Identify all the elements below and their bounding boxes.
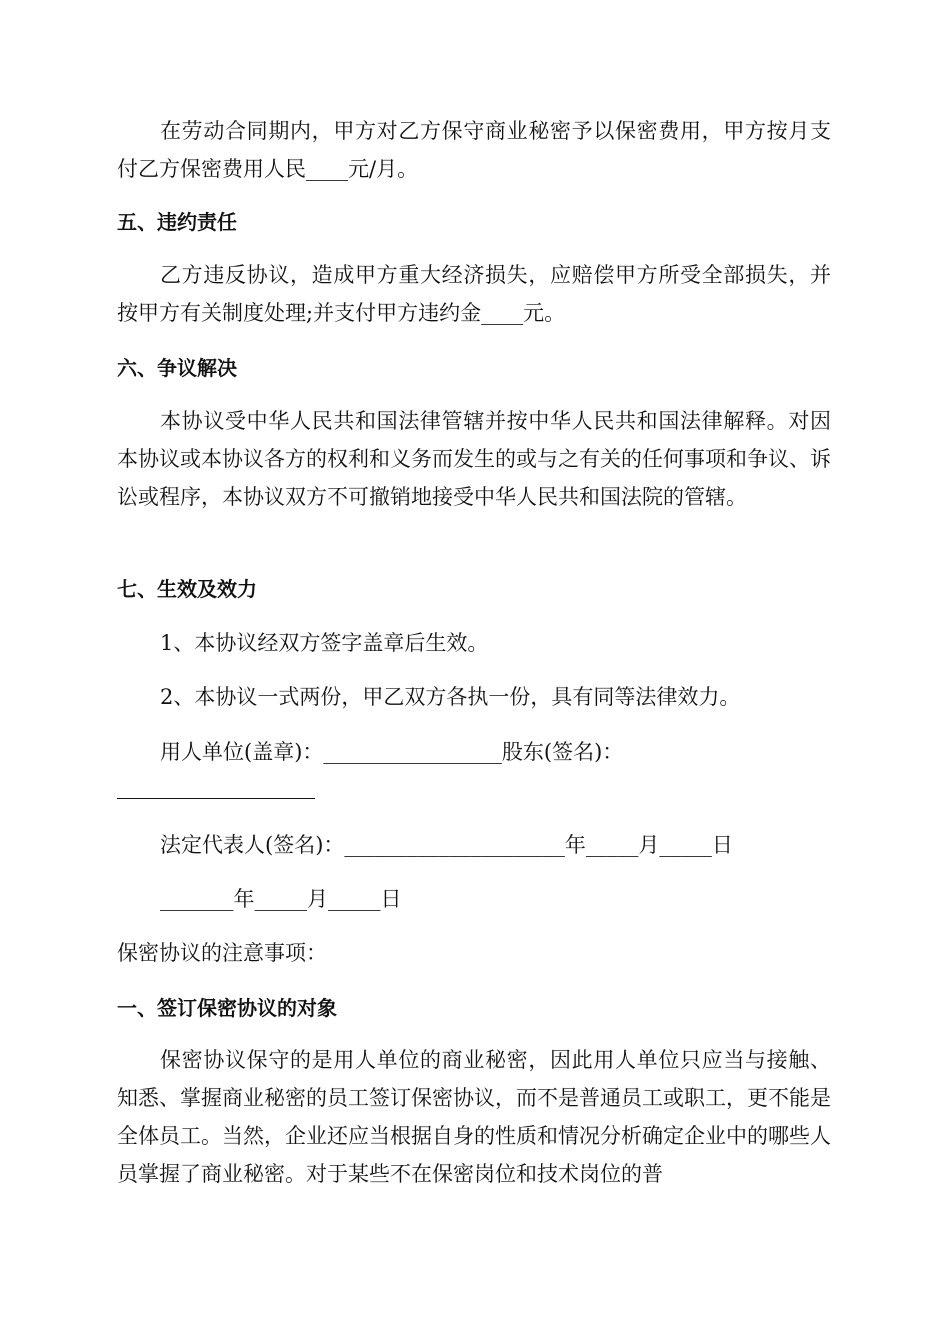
heading-effectiveness: 七、生效及效力 bbox=[117, 577, 257, 601]
paragraph-effect-2: 2、本协议一式两份，甲乙双方各执一份，具有同等法律效力。 bbox=[160, 685, 741, 709]
heading-breach-liability: 五、违约责任 bbox=[117, 210, 237, 234]
signature-continuation-line bbox=[117, 798, 315, 799]
signature-employer-line: 用人单位(盖章)：_________________股东(签名)： bbox=[160, 740, 624, 764]
paragraph-effect-1: 1、本协议经双方签字盖章后生效。 bbox=[160, 631, 489, 655]
signature-legal-rep-line: 法定代表人(签名)：_____________________年_____月_____日 bbox=[160, 833, 733, 857]
paragraph-dispute-resolution: 本协议受中华人民共和国法律管辖并按中华人民共和国法律解释。对因本协议或本协议各方的权利和义务而发生的或与之有关的任何事项和争议、诉讼或程序，本协议双方不可撤销地接受中华人民共和国法院的管辖。 bbox=[117, 409, 831, 509]
paragraph-agreement-subjects: 保密协议保守的是用人单位的商业秘密，因此用人单位只应当与接触、知悉、掌握商业秘密的员工签订保密协议，而不是普通员工或职工，更不能是全体员工。当然，企业还应当根据自身的性质和情况分析确定企业中的哪些人员掌握了商业秘密。对于某些不在保密岗位和技术岗位的普 bbox=[117, 1048, 831, 1186]
notes-title: 保密协议的注意事项： bbox=[117, 941, 327, 965]
heading-agreement-subjects: 一、签订保密协议的对象 bbox=[117, 996, 337, 1020]
signature-date-line: _______年_____月_____日 bbox=[160, 887, 402, 911]
heading-dispute-resolution: 六、争议解决 bbox=[117, 356, 237, 380]
paragraph-breach-liability: 乙方违反协议，造成甲方重大经济损失，应赔偿甲方所受全部损失，并按甲方有关制度处理;并支付甲方违约金____元。 bbox=[117, 263, 831, 325]
paragraph-confidential-fee: 在劳动合同期内，甲方对乙方保守商业秘密予以保密费用，甲方按月支付乙方保密费用人民____元/月。 bbox=[117, 119, 831, 181]
